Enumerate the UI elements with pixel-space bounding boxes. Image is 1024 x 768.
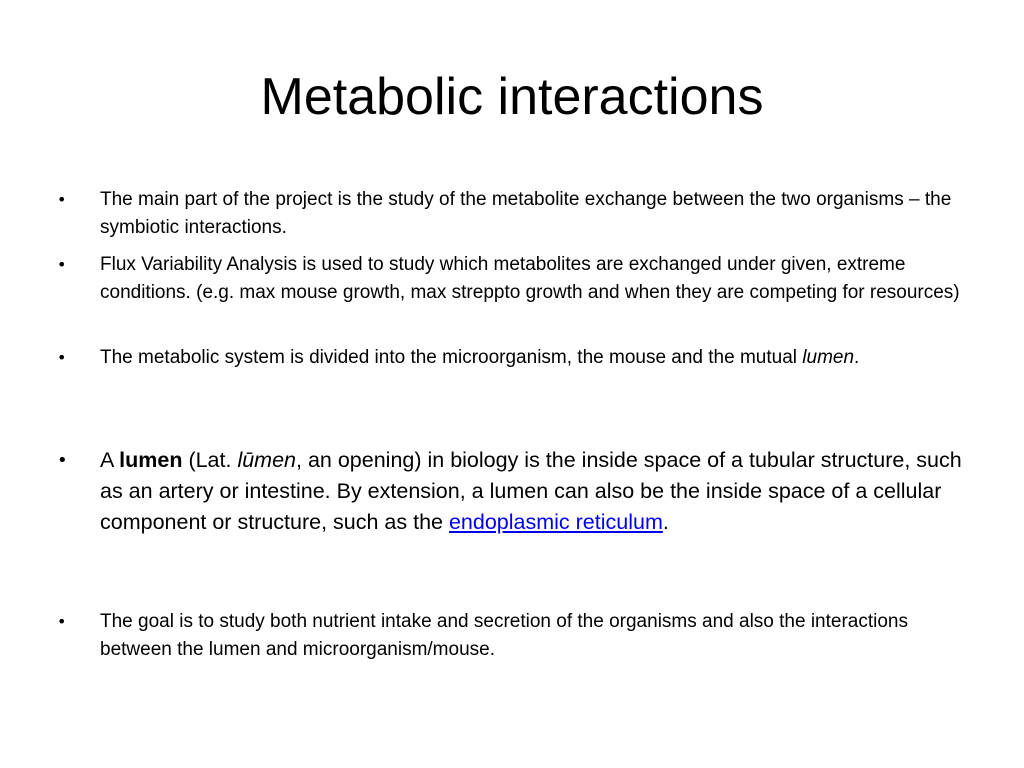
bullet-text-segment: A (100, 448, 120, 472)
slide-title: Metabolic interactions (260, 68, 764, 126)
endoplasmic-reticulum-link[interactable]: endoplasmic reticulum (448, 510, 663, 534)
bullet-icon: • (57, 255, 67, 274)
bullet-text-segment: , an opening) in biology is the inside space of a tubular structure, such as an artery or intestine. By extension, a lumen can also be the inside space of a cellular component or structure, such as the (100, 448, 962, 534)
lumen-italic: lumen (802, 347, 855, 368)
bullet-text: The main part of the project is the study of the metabolite exchange between the two organisms – the symbiotic interactions. (100, 189, 952, 238)
lumen-bold: lumen (119, 448, 183, 472)
bullet-text (100, 445, 962, 538)
bullet-text-segment: . (662, 510, 669, 534)
bullet-text-segment: . (854, 347, 860, 368)
bullet-icon: • (57, 450, 68, 471)
bullet-text: Flux Variability Analysis is used to study which metabolites are exchanged under given, extreme conditions. (e.g. max mouse growth, max streppto growth and when they are competing for resources) (100, 254, 960, 303)
bullet-text: The goal is to study both nutrient intake and secretion of the organisms and also the interactions between the lumen and microorganism/mouse. (100, 611, 908, 660)
bullet-icon: • (57, 190, 67, 209)
lumen-latin-italic: lūmen (237, 448, 296, 472)
bullet-text-segment: (Lat. (182, 448, 238, 472)
bullet-icon: • (57, 612, 67, 631)
bullet-text-segment: The metabolic system is divided into the microorganism, the mouse and the mutual (100, 347, 803, 368)
bullet-text (100, 344, 962, 372)
bullet-icon: • (57, 348, 67, 367)
